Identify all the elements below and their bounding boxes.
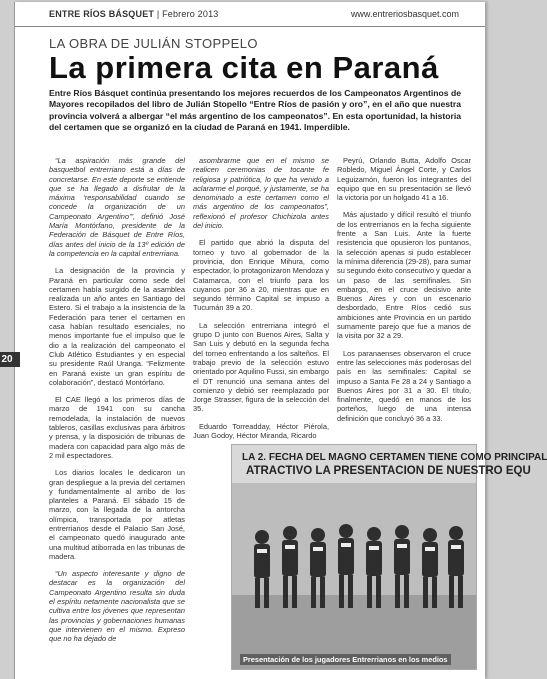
- paragraph: El partido que abrió la disputa del torneo y tuvo al gobernador de la provincia, don Enrique Mihura, como espectador, lo protagonizaron Mendoza y Catamarca, con el triunfo para los cuyanos por 36 a 20, mientras que en segundo término Capital se impuso a Tucumán 39 a 20.: [193, 238, 329, 313]
- paragraph: Peyrú, Orlando Butta, Adolfo Oscar Robledo, Miguel Ángel Corte, y Carlos Leguizamón, fueron los integrantes del equipo que en su presentación se llevó la victoria por un holgado 41 a 16.: [337, 156, 471, 203]
- magazine-page: [14, 2, 547, 679]
- team-photo-illustration: [232, 445, 476, 669]
- page-number: 20: [0, 352, 20, 367]
- text-column-1: [49, 156, 185, 652]
- header-publication: [49, 9, 219, 19]
- clipping-headline-2: ATRACTIVO LA PRESENTACION DE NUESTRO EQU: [246, 465, 531, 477]
- header-separator: |: [156, 9, 163, 19]
- paragraph: Eduardo Torreadday, Héctor Piérola, Juan Godoy, Héctor Miranda, Ricardo: [193, 421, 329, 441]
- page-header: [15, 2, 485, 27]
- paragraph: La designación de la provincia y Paraná en particular como sede del certamen había surgido de la asamblea realizada un año antes en Santiago del Estero. Si el trabajo a la insistencia de la Federación para tener el certamen en casa habían resultado esenciales, no menos importante fue el impulso que le dio a la realización del campeonato el Club Atlético Estudiantes y en especial su presidente Raúl Uranga. “Felizmente en Paraná existe un gran espíritu de colaboración”, destacó Montórfano.: [49, 266, 185, 387]
- paragraph: “La aspiración más grande del basquetbol entrerriano está a días de concretarse. En este deporte se entiende que se ha llegado a disfrutar de la máxima ‘responsabilidad cuando se concede la organización de un Campeonato Argentino’”, definió José María Montórfano, presidente de la Federación de Básquet de Entre Ríos, días antes del inicio de la 13º edición de la competencia en la capital entrerriana.: [49, 156, 185, 258]
- clipping-headline-1: LA 2. FECHA DEL MAGNO CERTAMEN TIENE COMO PRINCIPAL: [242, 452, 547, 463]
- text-column-3: [337, 156, 471, 431]
- website-link[interactable]: www.entreriosbasquet.com: [350, 9, 459, 19]
- paragraph: Los diarios locales le dedicaron un gran despliegue a la previa del certamen y fundamentalmente al arribo de los planteles a Paraná. El sábado 15 de marzo, con la llegada de la antorcha olímpica, transportada por atletas entrerrianos desde el Palacio San José, el campeonato quedó inaugurado ante una multitud atiborrada en las tribunas de madera.: [49, 468, 185, 561]
- text-column-2: [193, 156, 329, 448]
- newspaper-clipping-photo: [231, 444, 547, 670]
- paragraph: Más ajustado y difícil resultó el triunfo de los entrerrianos en la fecha siguiente frente a San Luis. Ante la fuerte resistencia que opusieron los puntanos, la selección apenas si pudo establecer la mínima diferencia (29-28), para sumar su segundo éxito consecutivo y quedar a un paso de las semifinales. Sin embargo, en el cruce decisivo ante Buenos Aires y con un escenario desbordado, Entre Ríos cedió sus ambiciones ante Provincia en un partido sumamente parejo que fue a manos de la visita por 32 a 29.: [337, 210, 471, 341]
- paragraph: “Un aspecto interesante y digno de destacar es la organización del Campeonato Argentino resulta sin duda el espíritu netamente nacionalista que se cultiva entre los jóvenes que representan las provincias y gobernaciones humanas que intervienen en el mismo. Expreso que no ha dejado de: [49, 569, 185, 644]
- paragraph: asombrarme que en el mismo se realicen ceremonias de tocante fe religiosa y patriótica, lo que ha venido a aclararme el porqué, y justamente, se ha denominado a este certamen como el más argentino de los campeonatos”, reflexionó el profesor Chichizola antes del inicio.: [193, 156, 329, 231]
- paragraph: La selección entrerriana integró el grupo D junto con Buenos Aires, Salta y San Luis y debutó en la segunda fecha del torneo enfrentando a los salteños. El trabajo previo de la selección estuvo orientado por Aquilino Fussi, sin embargo el DT renunció una semana antes del comienzo y debió ser reemplazado por Jorge Strasser, figura de la selección del 35.: [193, 320, 329, 414]
- publication-name: ENTRE RÍOS BÁSQUET: [49, 9, 155, 19]
- paragraph: Los paranaenses observaron el cruce entre las selecciones más poderosas del país en las semifinales: Capital se impuso a Santa Fe 28 a 24 y Santiago a Buenos Aires por 31 a 30. El título, finalmente, quedó en manos de los porteños, luego de una intensa definición que concluyó 36 a 33.: [337, 348, 471, 423]
- article-title: La primera cita en Paraná: [49, 50, 439, 85]
- issue-date: Febrero 2013: [162, 9, 219, 19]
- photo-caption: Presentación de los jugadores Entrerrianos en los medios: [240, 654, 451, 665]
- paragraph: El CAE llegó a los primeros días de marzo de 1941 con su cancha remodelada, la instalación de nuevos tableros, casillas exclusivas para árbitros y prensa, y la disposición de tribunas de madera con capacidad para algo más de 2 mil espectadores.: [49, 395, 185, 460]
- article-kicker: LA OBRA DE JULIÁN STOPPELO: [49, 36, 258, 51]
- article-intro: Entre Ríos Básquet continúa presentando los mejores recuerdos de los Campeonatos Argentinos de Mayores recopilados del libro de Julián Stopello “Entre Ríos de pasión y oro”, en el año que nuestra provincia volverá a albergar “el más argentino de los campeonatos”. En esta oportunidad, la historia del certamen que se organizó en la ciudad de Paraná en 1941. Imperdible.: [49, 88, 461, 133]
